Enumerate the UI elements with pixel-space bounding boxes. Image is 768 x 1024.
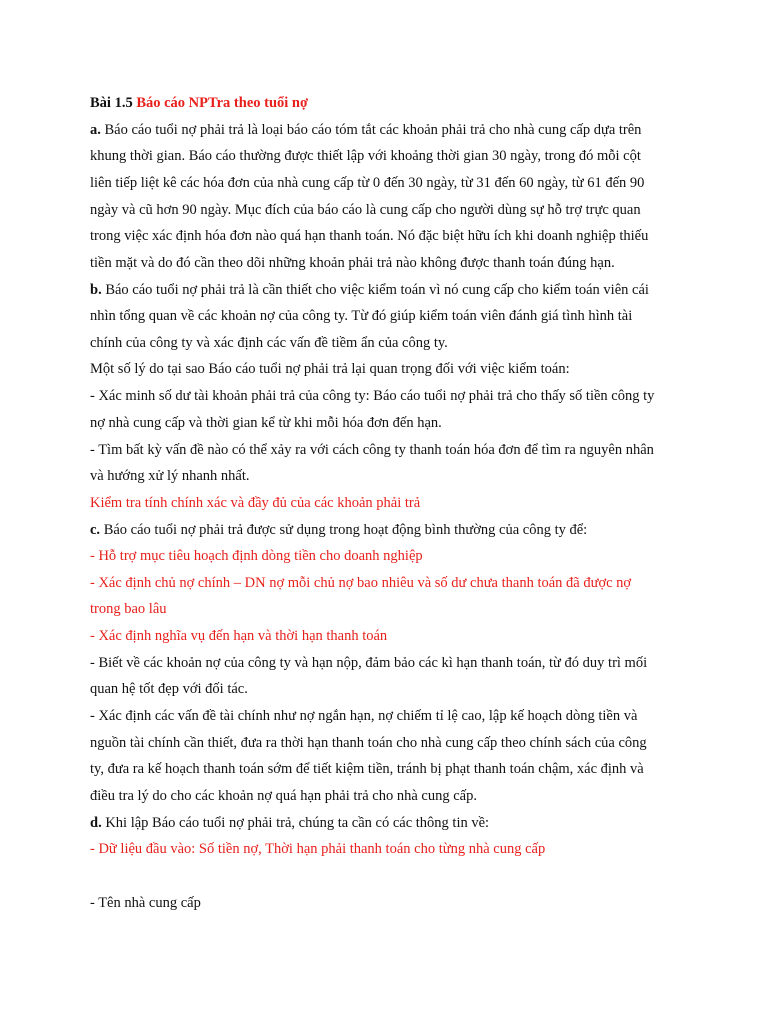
exercise-title: [90, 93, 690, 113]
section-b-red-line: Kiểm tra tính chính xác và đầy đủ của các khoản phải trả: [90, 495, 421, 511]
section-c-line-1: - Biết về các khoản nợ của công ty và hạn nộp, đảm bảo các kì hạn thanh toán, từ đó duy trì mối: [90, 655, 648, 671]
section-a-line-6: tiền mặt và do đó cần theo dõi những khoản phải trả nào không được thanh toán đúng hạn.: [90, 255, 615, 271]
section-c-red-line-1: - Hỗ trợ mục tiêu hoạch định dòng tiền cho doanh nghiệp: [90, 548, 423, 564]
section-c-line-6: điều tra lý do cho các khoản nợ quá hạn phải trả cho nhà cung cấp.: [90, 788, 477, 804]
section-b-line-7: - Tìm bất kỳ vấn đề nào có thể xảy ra với cách công ty thanh toán hóa đơn để tìm ra nguyên nhân: [90, 442, 654, 458]
section-b-line-8: và hướng xử lý nhanh nhất.: [90, 468, 250, 484]
section-b-line-6: nợ nhà cung cấp và thời gian kể từ khi mỗi hóa đơn đến hạn.: [90, 415, 442, 431]
section-d-intro: d. Khi lập Báo cáo tuổi nợ phải trả, chúng ta cần có các thông tin về:: [90, 815, 490, 831]
section-c-line-2: quan hệ tốt đẹp với đối tác.: [90, 681, 248, 697]
section-c-red-line-3: trong bao lâu: [90, 601, 167, 617]
section-b-line-3: chính của công ty và xác định các vấn đề tiềm ẩn của công ty.: [90, 335, 448, 351]
section-c-line-4: nguồn tài chính cần thiết, đưa ra thời hạn thanh toán cho nhà cung cấp theo chính sách của công: [90, 735, 647, 751]
section-b-line-2: nhìn tổng quan về các khoản nợ của công ty. Từ đó giúp kiểm toán viên đánh giá tình hình tài: [90, 308, 633, 324]
section-a-line-4: ngày và cũ hơn 90 ngày. Mục đích của báo cáo là cung cấp cho người dùng sự hỗ trợ trực quan: [90, 202, 641, 218]
section-c-label: c.: [90, 522, 101, 538]
section-c-intro: c. Báo cáo tuổi nợ phải trả được sử dụng trong hoạt động bình thường của công ty để:: [90, 522, 588, 538]
section-a-line-5: trong việc xác định hóa đơn nào quá hạn thanh toán. Nó đặc biệt hữu ích khi doanh nghiệp thiếu: [90, 228, 649, 244]
section-c-red-line-4: - Xác định nghĩa vụ đến hạn và thời hạn thanh toán: [90, 628, 388, 644]
section-b-line-1: b. Báo cáo tuổi nợ phải trả là cần thiết cho việc kiểm toán vì nó cung cấp cho kiểm toán viên cái: [90, 282, 649, 298]
section-a-line-2: khung thời gian. Báo cáo thường được thiết lập với khoảng thời gian 30 ngày, trong đó mỗi cột: [90, 148, 641, 164]
section-d-label: d.: [90, 815, 102, 831]
section-b-label: b.: [90, 282, 102, 298]
exercise-number: Bài 1.5: [90, 95, 137, 111]
section-a-line-1: a. Báo cáo tuổi nợ phải trả là loại báo cáo tóm tắt các khoản phải trả cho nhà cung cấp dựa trên: [90, 122, 642, 138]
section-c-line-5: ty, đưa ra kế hoạch thanh toán sớm để tiết kiệm tiền, tránh bị phạt thanh toán chậm, xác định và: [90, 761, 644, 777]
exercise-title-text: Báo cáo NPTra theo tuổi nợ: [136, 95, 309, 111]
section-a-label: a.: [90, 122, 101, 138]
section-c-line-3: - Xác định các vấn đề tài chính như nợ ngắn hạn, nợ chiếm tỉ lệ cao, lập kế hoạch dòng tiền và: [90, 708, 638, 724]
section-b-line-5: - Xác minh số dư tài khoản phải trả của công ty: Báo cáo tuổi nợ phải trả cho thấy số tiền công ty: [90, 388, 655, 404]
section-c-red-line-2: - Xác định chủ nợ chính – DN nợ mỗi chủ nợ bao nhiêu và số dư chưa thanh toán đã được nợ: [90, 575, 632, 591]
section-a-line-3: liên tiếp liệt kê các hóa đơn của nhà cung cấp từ 0 đến 30 ngày, từ 31 đến 60 ngày, từ 61 đến 90: [90, 175, 645, 191]
section-d-red-line: - Dữ liệu đầu vào: Số tiền nợ, Thời hạn phải thanh toán cho từng nhà cung cấp: [90, 841, 546, 857]
section-b-line-4: Một số lý do tại sao Báo cáo tuổi nợ phải trả lại quan trọng đối với việc kiểm toán:: [90, 361, 570, 377]
section-d-last-line: - Tên nhà cung cấp: [90, 895, 201, 911]
